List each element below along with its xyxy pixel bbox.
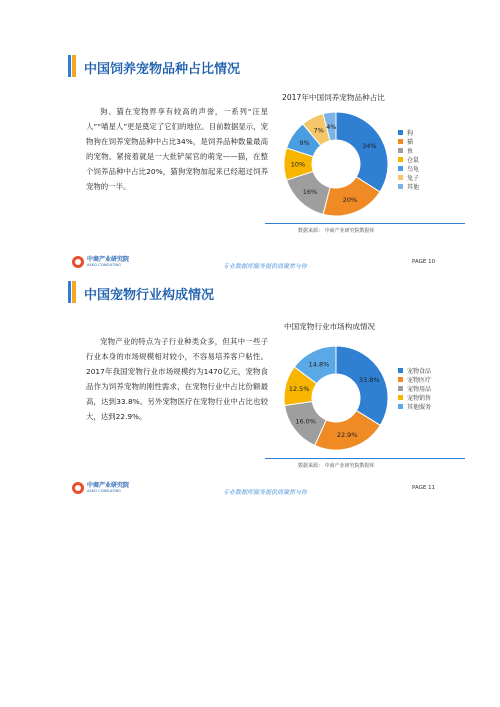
legend-item (398, 137, 419, 146)
slice-data-label: 4% (326, 122, 337, 131)
slice-data-label: 9% (299, 139, 310, 148)
chart-legend-1 (398, 128, 419, 191)
legend-label: 狗 (407, 130, 414, 137)
legend-swatch (398, 166, 403, 171)
chart-divider-2 (265, 458, 465, 459)
section-paragraph-1: 狗、猫在宠物界享有较高的声誉，一系列“汪星人”“喵星人”更是奠定了它们的地位。目前数据显示，宠物狗在饲养宠物品种中占比34%，是饲养品种数量最高的宠物。紧接着就是一大批铲屎官的萌宠——猫，在整个饲养品种中占比20%，猫狗宠物加起来已经超过饲养宠物的一半。 (86, 107, 268, 191)
slice-data-label: 20% (342, 195, 358, 204)
legend-label: 其他服务 (407, 404, 432, 411)
section-title-1: 中国饲养宠物品种占比情况 (84, 62, 241, 77)
legend-item (398, 146, 419, 155)
legend-item (398, 375, 431, 384)
slice-data-label: 34% (362, 142, 377, 151)
slice-data-label: 16% (302, 188, 318, 197)
section-paragraph-2: 宠物产业的特点为子行业种类众多，但其中一些子行业本身的市场规模相对较小，不容易培养客户粘性。2017年我国宠物行业市场规模约为1470亿元，宠物食品作为饲养宠物的刚性需求，在宠物行业中占比份额最高，达到33.8%。另外宠物医疗在宠物行业中占比也较大，达到22.9%。 (86, 337, 268, 421)
section-title-2: 中国宠物行业构成情况 (84, 288, 215, 303)
legend-label: 宠物用品 (407, 386, 432, 393)
legend-item (398, 384, 431, 393)
legend-swatch (398, 386, 403, 391)
legend-label: 鸟龟 (407, 166, 420, 173)
legend-item (398, 366, 431, 375)
logo-name-cn: 中商产业研究院 (87, 482, 130, 489)
legend-swatch (398, 184, 403, 189)
chart-legend-2 (398, 366, 431, 411)
legend-label: 宠物食品 (407, 368, 432, 375)
title-accent-bar (68, 55, 76, 77)
slice-data-label: 14.8% (308, 360, 330, 369)
slice-data-label: 7% (313, 126, 324, 135)
legend-label: 兔子 (407, 175, 420, 182)
legend-label: 猫 (407, 139, 414, 146)
legend-item (398, 155, 419, 164)
pie-slice-1 (336, 112, 388, 192)
legend-label: 鱼 (407, 148, 414, 155)
legend-swatch (398, 157, 403, 162)
pie-slice-1 (336, 346, 388, 425)
title-accent-bar (68, 281, 76, 303)
legend-swatch (398, 368, 403, 373)
legend-item (398, 128, 419, 137)
legend-swatch (398, 404, 403, 409)
footer-logo-1 (72, 256, 129, 268)
logo-name-cn: 中商产业研究院 (87, 256, 130, 263)
legend-item (398, 182, 419, 191)
slice-data-label: 22.9% (336, 430, 358, 439)
chart-source-2: 数据来源： 中商产业研究院数据库 (298, 463, 375, 469)
legend-item (398, 402, 431, 411)
logo-name-en: ASKCI CONSULTING (87, 263, 121, 267)
logo-name-en: ASKCI CONSULTING (87, 489, 121, 493)
legend-label: 宠物销售 (407, 395, 432, 402)
legend-label: 仓鼠 (407, 157, 420, 164)
legend-item (398, 173, 419, 182)
company-logo-icon (72, 256, 84, 268)
pie-chart-2 (280, 342, 392, 454)
company-logo-icon (72, 482, 84, 494)
legend-label: 其他 (407, 184, 420, 191)
legend-swatch (398, 395, 403, 400)
page-number-11: PAGE 11 (412, 485, 436, 491)
slice-data-label: 33.8% (358, 375, 380, 384)
legend-swatch (398, 377, 403, 382)
legend-swatch (398, 130, 403, 135)
slice-data-label: 12.5% (288, 385, 310, 394)
footer-logo-2 (72, 482, 129, 494)
legend-swatch (398, 175, 403, 180)
footer-slogan-2: 专业数据库服务提供商聚焦与你 (223, 489, 308, 496)
slice-data-label: 10% (290, 160, 306, 169)
legend-swatch (398, 148, 403, 153)
chart-source-1: 数据来源： 中商产业研究院数据库 (298, 228, 375, 234)
legend-item (398, 164, 419, 173)
legend-label: 宠物医疗 (407, 377, 432, 384)
pie-chart-1 (280, 108, 392, 220)
page-number-10: PAGE 10 (412, 259, 436, 265)
chart-divider-1 (265, 223, 465, 224)
slice-data-label: 16.0% (295, 417, 317, 426)
legend-item (398, 393, 431, 402)
chart-title-2: 中国宠物行业市场构成情况 (284, 322, 376, 331)
chart-title-1: 2017年中国饲养宠物品种占比 (282, 93, 385, 102)
legend-swatch (398, 139, 403, 144)
footer-slogan-1: 专业数据库服务提供商聚焦与你 (223, 263, 308, 270)
